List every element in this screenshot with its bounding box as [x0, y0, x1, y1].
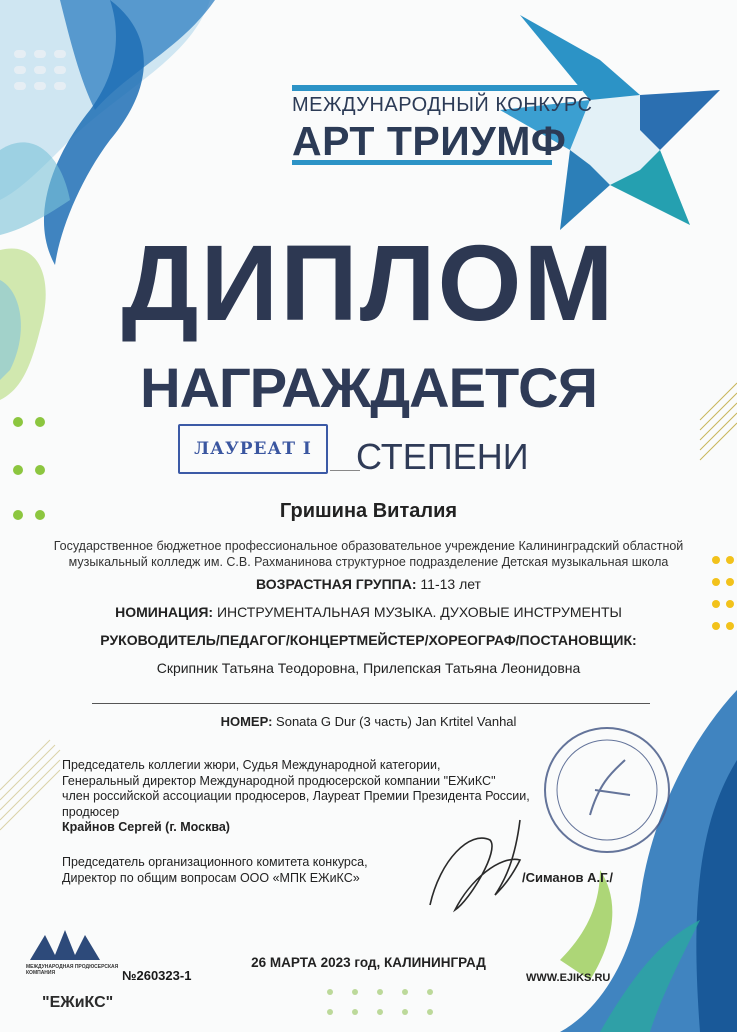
award-subtitle: НАГРАЖДАЕТСЯ: [140, 356, 597, 419]
website: WWW.EJIKS.RU: [526, 972, 611, 984]
jury-line-4: продюсер: [62, 804, 120, 819]
jury-line-3: член российской ассоциации продюсеров, Лауреат Премии Президента России,: [62, 789, 530, 803]
leaders-value: Скрипник Татьяна Теодоровна, Прилепская Татьяна Леонидовна: [156, 660, 581, 676]
organizer-signature-name: /Симанов А.Г./: [522, 870, 614, 885]
jury-name: Крайнов Сергей (г. Москва): [62, 820, 230, 834]
divider: [92, 703, 650, 704]
jury-line-2: Генеральный директор Международной продюсерской компании "ЕЖиКС": [62, 773, 496, 788]
brand-subtitle: МЕЖДУНАРОДНАЯ ПРОДЮСЕРСКАЯ КОМПАНИЯ: [26, 964, 119, 976]
jury-block: [62, 758, 582, 836]
laureate-stamp: ЛАУРЕАТ I: [178, 424, 328, 474]
recipient-institution: Государственное бюджетное профессиональное образовательное учреждение Калининградский областной музыкальный колледж им. С.В. Рахманинова структурное подразделение Детская музыкальная школа: [53, 539, 684, 569]
piece-value: Sonata G Dur (3 часть) Jan Krtitel Vanhal: [276, 714, 517, 729]
nomination-label: НОМИНАЦИЯ:: [115, 604, 214, 620]
jury-line-1: Председатель коллегии жюри, Судья Международной категории,: [62, 758, 441, 772]
contest-name: АРТ ТРИУМФ: [292, 118, 567, 164]
date-place: 26 МАРТА 2023 год, КАЛИНИНГРАД: [251, 955, 486, 970]
nomination-value: ИНСТРУМЕНТАЛЬНАЯ МУЗЫКА. ДУХОВЫЕ ИНСТРУМЕНТЫ: [216, 604, 622, 620]
certificate-number: №260323-1: [122, 968, 192, 983]
piece-label: НОМЕР:: [220, 714, 273, 729]
degree-word: СТЕПЕНИ: [356, 436, 529, 477]
bottom-dots: [327, 989, 433, 1015]
age-group-label: ВОЗРАСТНАЯ ГРУППА:: [256, 576, 417, 592]
left-hatch: [0, 740, 60, 830]
organizer-block: [62, 855, 368, 886]
dots-grid: [14, 50, 66, 90]
diploma-title: ДИПЛОМ: [121, 222, 616, 343]
header-bar-top: [292, 85, 582, 91]
piece-line: [0, 714, 737, 729]
leaders-label: РУКОВОДИТЕЛЬ/ПЕДАГОГ/КОНЦЕРТМЕЙСТЕР/ХОРЕОГРАФ/ПОСТАНОВЩИК:: [100, 632, 637, 648]
age-group-line: [0, 576, 737, 592]
age-group-value: 11-13 лет: [420, 576, 481, 592]
contest-line: МЕЖДУНАРОДНЫЙ КОНКУРС: [292, 94, 593, 116]
brand-name: "ЕЖиКС": [42, 994, 114, 1011]
organizer-line-2: Директор по общим вопросам ООО «МПК ЕЖиКС»: [62, 870, 360, 885]
nomination-line: [0, 604, 737, 620]
organizer-line-1: Председатель организационного комитета конкурса,: [62, 855, 368, 869]
recipient-name: Гришина Виталия: [279, 500, 458, 522]
